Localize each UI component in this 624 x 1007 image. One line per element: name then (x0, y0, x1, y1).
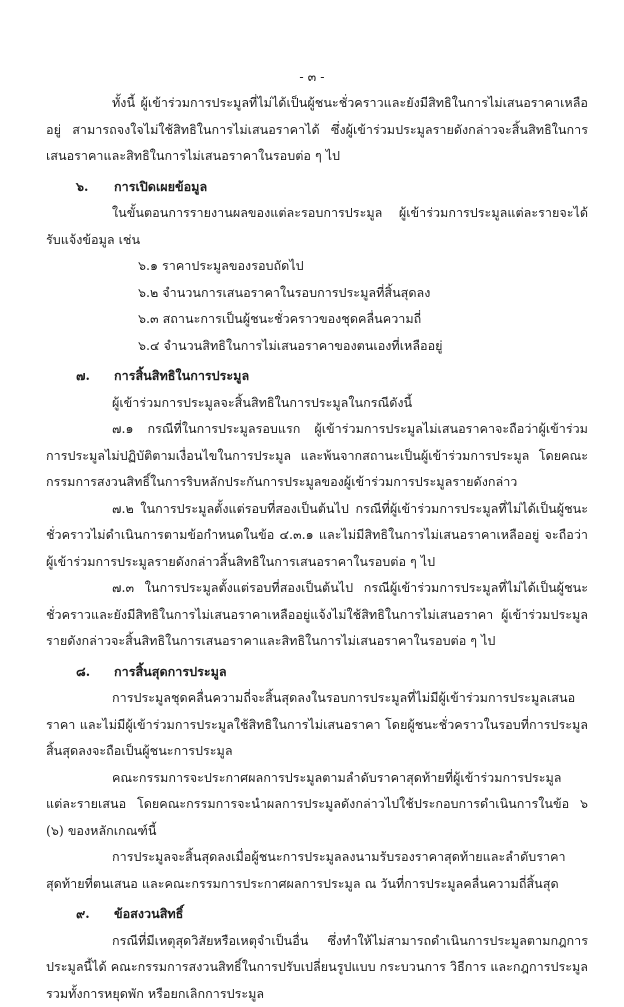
section-heading (46, 901, 588, 928)
section-disclosure (46, 174, 588, 360)
section-number: ๙. (76, 901, 114, 928)
section-end-of-auction (46, 659, 588, 898)
section-reservation-of-rights (46, 901, 588, 1007)
section-paragraph: ๗.๓ ในการประมูลตั้งแต่รอบที่สองเป็นต้นไป กรณีผู้เข้าร่วมการประมูลที่ไม่ได้เป็นผู้ชนะชั่วคราวและยังมีสิทธิในการไม่เสนอราคาเหลืออยู่แจ้งไม่ใช้สิทธิในการไม่เสนอราคา ผู้เข้าร่วมประมูลรายดังกล่าวจะสิ้นสิทธิในการเสนอราคาและสิทธิในการไม่เสนอราคาในรอบต่อ ๆ ไป (46, 575, 588, 655)
section-title: การสิ้นสิทธิในการประมูล (114, 368, 249, 383)
page-number: - ๓ - (0, 64, 624, 91)
section-heading (46, 174, 588, 201)
list-item: ๖.๔ จำนวนสิทธิในการไม่เสนอราคาของตนเองที่เหลืออยู่ (46, 333, 588, 360)
section-title: ข้อสงวนสิทธิ์ (114, 906, 183, 921)
section-title: การเปิดเผยข้อมูล (114, 179, 207, 194)
section-paragraph: การประมูลชุดคลื่นความถี่จะสิ้นสุดลงในรอบการประมูลที่ไม่มีผู้เข้าร่วมการประมูลเสนอราคา และไม่มีผู้เข้าร่วมการประมูลใช้สิทธิในการไม่เสนอราคา โดยผู้ชนะชั่วคราวในรอบที่การประมูลสิ้นสุดลงจะถือเป็นผู้ชนะการประมูล (46, 685, 588, 765)
section-paragraph: กรณีที่มีเหตุสุดวิสัยหรือเหตุจำเป็นอื่น ซึ่งทำให้ไม่สามารถดำเนินการประมูลตามกฎการประมูลนี้ได้ คณะกรรมการสงวนสิทธิ์ในการปรับเปลี่ยนรูปแบบ กระบวนการ วิธีการ และกฎการประมูล รวมทั้งการหยุดพัก หรือยกเลิกการประมูล (46, 928, 588, 1007)
section-heading (46, 363, 588, 390)
section-title: การสิ้นสุดการประมูล (114, 664, 227, 679)
section-paragraph: ผู้เข้าร่วมการประมูลจะสิ้นสิทธิในการประมูลในกรณีดังนี้ (46, 390, 588, 417)
section-paragraph: ๗.๒ ในการประมูลตั้งแต่รอบที่สองเป็นต้นไป กรณีที่ผู้เข้าร่วมการประมูลที่ไม่ได้เป็นผู้ชนะชั่วคราวไม่ดำเนินการตามข้อกำหนดในข้อ ๔.๓.๑ และไม่มีสิทธิในการไม่เสนอราคาเหลืออยู่ จะถือว่าผู้เข้าร่วมการประมูลรายดังกล่าวสิ้นสิทธิในการเสนอราคาในรอบต่อ ๆ ไป (46, 496, 588, 576)
list-item: ๖.๑ ราคาประมูลของรอบถัดไป (46, 253, 588, 280)
section-termination-of-rights (46, 363, 588, 655)
section-number: ๖. (76, 174, 114, 201)
section-paragraph: คณะกรรมการจะประกาศผลการประมูลตามลำดับราคาสุดท้ายที่ผู้เข้าร่วมการประมูลแต่ละรายเสนอ โดยคณะกรรมการจะนำผลการประมูลดังกล่าวไปใช้ประกอบการดำเนินการในข้อ ๖ (๖) ของหลักเกณฑ์นี้ (46, 765, 588, 845)
list-item: ๖.๓ สถานะการเป็นผู้ชนะชั่วคราวของชุดคลื่นความถี่ (46, 306, 588, 333)
section-number: ๘. (76, 659, 114, 686)
section-paragraph: ๗.๑ กรณีที่ในการประมูลรอบแรก ผู้เข้าร่วมการประมูลไม่เสนอราคาจะถือว่าผู้เข้าร่วมการประมูลไม่ปฏิบัติตามเงื่อนไขในการประมูล และพ้นจากสถานะเป็นผู้เข้าร่วมการประมูล โดยคณะกรรมการสงวนสิทธิ์ในการริบหลักประกันการประมูลของผู้เข้าร่วมการประมูลรายดังกล่าว (46, 416, 588, 496)
section-number: ๗. (76, 363, 114, 390)
section-paragraph: ในขั้นตอนการรายงานผลของแต่ละรอบการประมูล ผู้เข้าร่วมการประมูลแต่ละรายจะได้รับแจ้งข้อมูล เช่น (46, 200, 588, 253)
intro-paragraph: ทั้งนี้ ผู้เข้าร่วมการประมูลที่ไม่ได้เป็นผู้ชนะชั่วคราวและยังมีสิทธิในการไม่เสนอราคาเหลืออยู่ สามารถจงใจไม่ใช้สิทธิในการไม่เสนอราคาได้ ซึ่งผู้เข้าร่วมประมูลรายดังกล่าวจะสิ้นสิทธิในการเสนอราคาและสิทธิในการไม่เสนอราคาในรอบต่อ ๆ ไป (46, 90, 588, 170)
section-heading (46, 659, 588, 686)
list-item: ๖.๒ จำนวนการเสนอราคาในรอบการประมูลที่สิ้นสุดลง (46, 280, 588, 307)
section-paragraph: การประมูลจะสิ้นสุดลงเมื่อผู้ชนะการประมูลลงนามรับรองราคาสุดท้ายและลำดับราคาสุดท้ายที่ตนเสนอ และคณะกรรมการประกาศผลการประมูล ณ วันที่การประมูลคลื่นความถี่สิ้นสุด (46, 844, 588, 897)
